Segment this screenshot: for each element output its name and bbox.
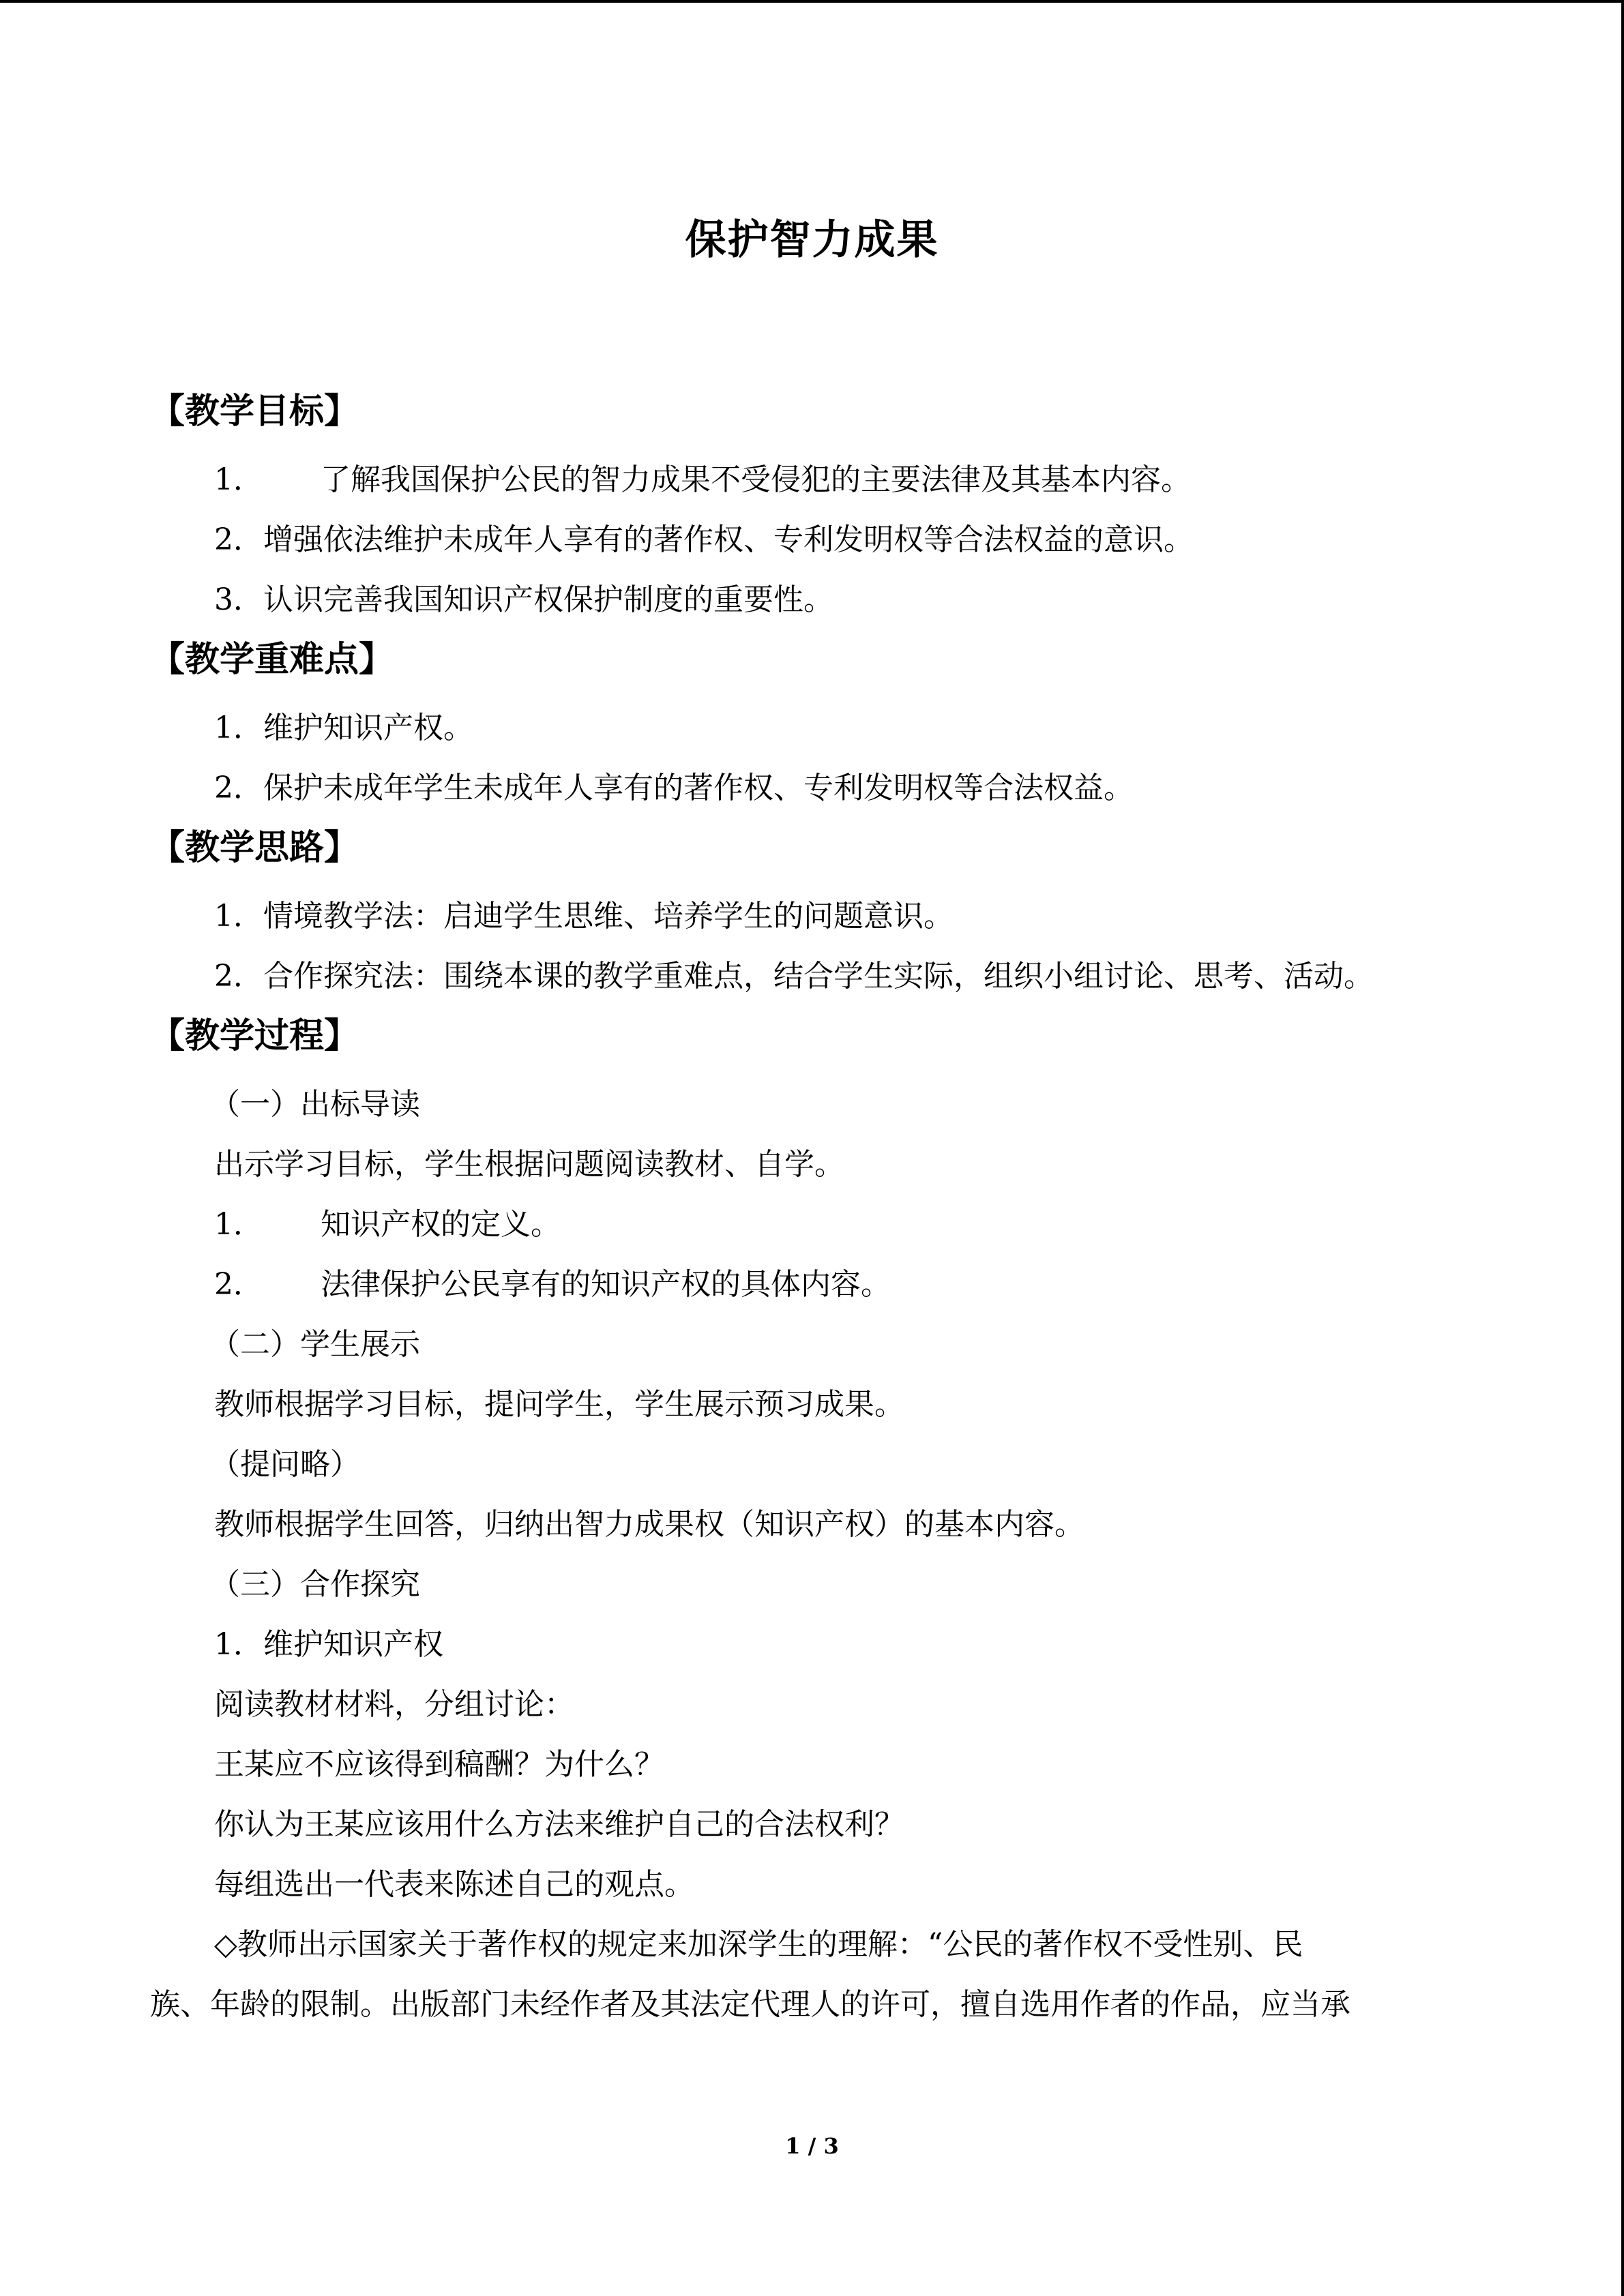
section-heading-key-points: 【教学重难点】 xyxy=(150,640,394,680)
goal-item xyxy=(150,570,1473,630)
process-paragraph: 教师根据学习目标，提问学生，学生展示预习成果。 xyxy=(214,1387,904,1422)
goal-item-number: 1． xyxy=(214,462,263,497)
process-paragraph: ◇教师出示国家关于著作权的规定来加深学生的理解：“公民的著作权不受性别、民 xyxy=(214,1927,1303,1962)
process-list-number: 1． xyxy=(214,1207,263,1242)
goal-item-text: 增强依法维护未成年人享有的著作权、专利发明权等合法权益的意识。 xyxy=(263,522,1194,557)
approach-item xyxy=(150,886,1473,946)
key-point-number: 1． xyxy=(214,711,263,745)
goal-item-text: 了解我国保护公民的智力成果不受侵犯的主要法律及其基本内容。 xyxy=(321,462,1191,497)
process-list-text: 法律保护公民享有的知识产权的具体内容。 xyxy=(321,1267,891,1302)
section-heading-goals: 【教学目标】 xyxy=(150,391,359,432)
process-subheading: （二）学生展示 xyxy=(210,1327,420,1362)
approach-number: 1． xyxy=(214,899,263,934)
document-title: 保护智力成果 xyxy=(685,216,939,264)
approach-item xyxy=(150,946,1473,1007)
process-subheading: （一）出标导读 xyxy=(210,1087,420,1122)
process-paragraph: 每组选出一代表来陈述自己的观点。 xyxy=(214,1867,694,1902)
approach-text: 情境教学法：启迪学生思维、培养学生的问题意识。 xyxy=(263,899,954,934)
process-paragraph: 1．维护知识产权 xyxy=(214,1627,443,1662)
key-point-number: 2． xyxy=(214,771,263,805)
page-indicator: 1 / 3 xyxy=(785,2133,839,2159)
page-right-border xyxy=(1621,0,1624,2296)
goal-item xyxy=(150,510,1473,570)
goal-item-number: 2． xyxy=(214,522,263,557)
page-top-border xyxy=(0,0,1624,3)
key-point-text: 维护知识产权。 xyxy=(263,711,473,745)
goal-item xyxy=(150,450,1473,510)
process-list-item xyxy=(150,1255,1473,1315)
process-list-number: 2． xyxy=(214,1267,263,1302)
process-paragraph: 出示学习目标，学生根据问题阅读教材、自学。 xyxy=(214,1147,844,1182)
process-paragraph: 教师根据学生回答，归纳出智力成果权（知识产权）的基本内容。 xyxy=(214,1507,1084,1542)
key-point-item xyxy=(150,758,1473,818)
approach-number: 2． xyxy=(214,959,263,994)
goal-item-text: 认识完善我国知识产权保护制度的重要性。 xyxy=(263,582,833,617)
process-question: 王某应不应该得到稿酬？为什么？ xyxy=(214,1747,664,1782)
section-heading-process: 【教学过程】 xyxy=(150,1016,359,1056)
key-point-text: 保护未成年学生未成年人享有的著作权、专利发明权等合法权益。 xyxy=(263,771,1134,805)
process-subheading: （三）合作探究 xyxy=(210,1567,420,1602)
process-paragraph-continuation: 族、年龄的限制。出版部门未经作者及其法定代理人的许可，擅自选用作者的作品，应当承 xyxy=(150,1987,1350,2022)
process-list-text: 知识产权的定义。 xyxy=(321,1207,561,1242)
approach-text: 合作探究法：围绕本课的教学重难点，结合学生实际，组织小组讨论、思考、活动。 xyxy=(263,959,1374,994)
process-note: （提问略） xyxy=(210,1447,360,1482)
key-point-item xyxy=(150,698,1473,758)
goal-item-number: 3． xyxy=(214,582,263,617)
document-body xyxy=(150,382,1473,2035)
section-heading-approach: 【教学思路】 xyxy=(150,828,359,868)
process-question: 你认为王某应该用什么方法来维护自己的合法权利？ xyxy=(214,1807,904,1842)
process-paragraph: 阅读教材材料，分组讨论： xyxy=(214,1687,574,1722)
process-list-item xyxy=(150,1195,1473,1255)
